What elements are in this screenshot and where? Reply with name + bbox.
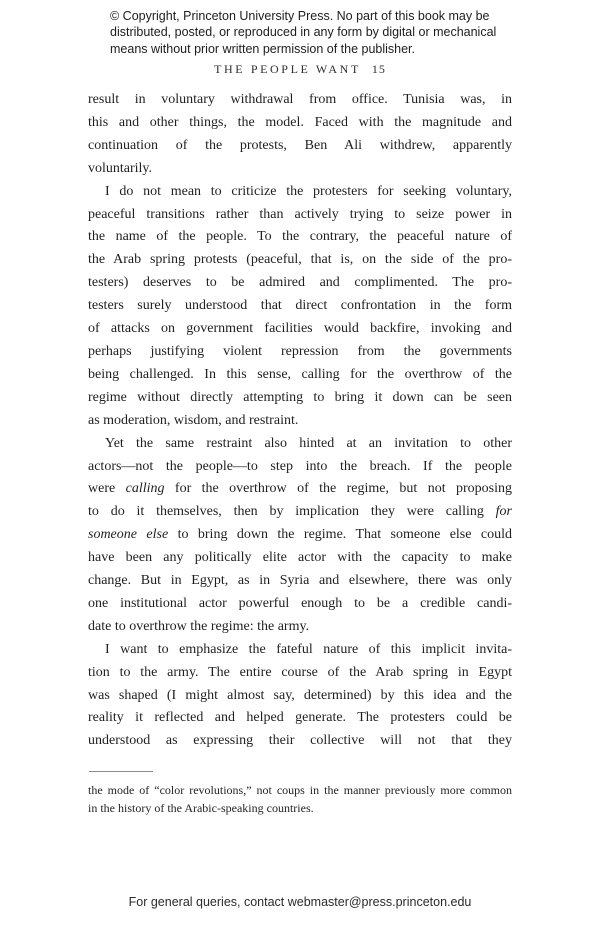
text-run: the name of the people. To the contrary, the peaceful nature of bbox=[88, 229, 512, 245]
body-line bbox=[88, 685, 512, 708]
body-line bbox=[88, 341, 512, 364]
body-line bbox=[88, 364, 512, 387]
page-number: 15 bbox=[371, 62, 386, 76]
body-line bbox=[88, 730, 512, 753]
footnote-line-1: the mode of “color revolutions,” not coups in the manner previously more common bbox=[88, 783, 512, 797]
body-text bbox=[88, 89, 512, 753]
text-run: have been any politically elite actor with the capacity to make bbox=[88, 550, 512, 566]
body-line bbox=[88, 616, 512, 639]
text-run: reality it reflected and helped generate. The protesters could be bbox=[88, 710, 512, 726]
body-line bbox=[88, 433, 512, 456]
footnote bbox=[88, 781, 512, 817]
copyright-notice bbox=[110, 8, 510, 57]
text-run: the Arab spring protests (peaceful, that is, on the side of the pro- bbox=[88, 252, 512, 268]
body-line bbox=[88, 226, 512, 249]
text-run: understood as expressing their collective will not that they bbox=[88, 733, 512, 749]
body-line bbox=[88, 662, 512, 685]
body-line bbox=[88, 318, 512, 341]
text-run: peaceful transitions rather than actively trying to seize power in bbox=[88, 206, 512, 222]
body-line bbox=[88, 593, 512, 616]
text-run: Yet the same restraint also hinted at an invitation to other bbox=[105, 435, 512, 451]
text-run: being challenged. In this sense, calling for the overthrow of the bbox=[88, 366, 512, 382]
text-run: was shaped (I might almost say, determined) by this idea and the bbox=[88, 687, 512, 703]
text-run: this and other things, the model. Faced with the magnitude and bbox=[88, 114, 512, 130]
copyright-line-2: distributed, posted, or reproduced in any form by digital or mechanical bbox=[110, 25, 497, 40]
body-line bbox=[88, 295, 512, 318]
body-line bbox=[88, 639, 512, 662]
text-run: as moderation, wisdom, and restraint. bbox=[88, 412, 299, 428]
text-run: date to overthrow the regime: the army. bbox=[88, 618, 310, 634]
body-line bbox=[88, 707, 512, 730]
body-line bbox=[88, 478, 512, 501]
text-run: change. But in Egypt, as in Syria and elsewhere, there was only bbox=[88, 573, 512, 589]
body-line bbox=[88, 249, 512, 272]
copyright-line-1: © Copyright, Princeton University Press. No part of this book may be bbox=[110, 9, 490, 23]
text-run: perhaps justifying violent repression from the governments bbox=[88, 343, 512, 359]
body-line bbox=[88, 524, 512, 547]
text-run: result in voluntary withdrawal from office. Tunisia was, in bbox=[88, 92, 512, 107]
body-line bbox=[88, 547, 512, 570]
body-line bbox=[88, 570, 512, 593]
text-run: testers) deserves to be admired and complimented. The pro- bbox=[88, 275, 512, 291]
text-run: voluntarily. bbox=[88, 160, 153, 176]
running-head bbox=[0, 62, 600, 77]
italic-text-run: for bbox=[495, 504, 512, 520]
body-line bbox=[88, 410, 512, 433]
text-run: tion to the army. The entire course of the Arab spring in Egypt bbox=[88, 664, 512, 680]
text-run: to bring down the regime. That someone else could bbox=[168, 527, 512, 543]
italic-text-run: someone else bbox=[88, 527, 169, 543]
text-run: to do it themselves, then by implication they were calling bbox=[88, 504, 496, 520]
footer-contact: For general queries, contact webmaster@press.princeton.edu bbox=[128, 895, 472, 909]
text-run: I do not mean to criticize the protesters for seeking voluntary, bbox=[105, 183, 512, 199]
text-run: of attacks on government facilities would backfire, invoking and bbox=[88, 321, 512, 337]
running-head-title: THE PEOPLE WANT bbox=[214, 62, 361, 76]
footnote-rule bbox=[89, 771, 153, 772]
body-line bbox=[88, 135, 512, 158]
body-line bbox=[88, 272, 512, 295]
body-line bbox=[88, 387, 512, 410]
text-run: continuation of the protests, Ben Ali withdrew, apparently bbox=[88, 137, 512, 153]
text-run: actors—not the people—to step into the breach. If the people bbox=[88, 458, 512, 474]
copyright-line-3: means without prior written permission of the publisher. bbox=[110, 41, 416, 56]
body-line bbox=[88, 158, 512, 181]
body-line bbox=[88, 112, 512, 135]
footnote-line-2: in the history of the Arabic-speaking countries. bbox=[88, 801, 314, 815]
text-run: I want to emphasize the fateful nature of this implicit invita- bbox=[105, 641, 512, 657]
text-run: one institutional actor powerful enough to be a credible candi- bbox=[88, 595, 512, 611]
text-run: testers surely understood that direct confrontation in the form bbox=[88, 298, 512, 314]
body-line bbox=[88, 501, 512, 524]
body-line bbox=[88, 181, 512, 204]
text-run: for the overthrow of the regime, but not proposing bbox=[164, 481, 512, 497]
body-line bbox=[88, 204, 512, 227]
italic-text-run: calling bbox=[125, 481, 165, 497]
text-run: were bbox=[88, 481, 126, 497]
body-line bbox=[88, 456, 512, 479]
body-line bbox=[88, 89, 512, 112]
text-run: regime without directly attempting to bring it down can be seen bbox=[88, 389, 512, 405]
